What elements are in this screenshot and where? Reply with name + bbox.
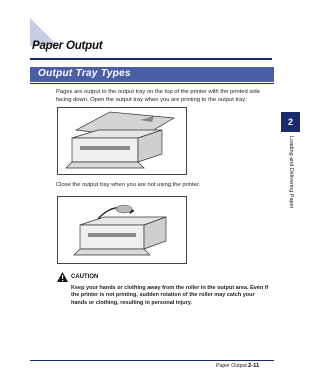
- printer-open-tray-illustration: [57, 107, 187, 175]
- footer-section-label: Paper Output: [216, 363, 247, 369]
- section-rule: [30, 83, 274, 84]
- title-rule: [30, 58, 272, 60]
- printer-close-tray-illustration: [57, 196, 187, 264]
- section-title: Output Tray Types: [38, 68, 131, 79]
- page-title: Paper Output: [32, 40, 103, 52]
- section-banner: [30, 67, 274, 82]
- close-tray-note: Close the output tray when you are not using the printer.: [56, 182, 201, 188]
- chapter-title: Loading and Delivering Paper: [288, 136, 294, 209]
- chapter-side-label: [286, 136, 296, 256]
- chapter-number-tab: 2: [281, 112, 300, 132]
- caution-label: CAUTION: [71, 274, 99, 280]
- caution-text: Keep your hands or clothing away from the roller in the output area. Even if the printer is not printing, sudden rotation of the roller may catch your hands or clothing, resulting in personal injury.: [71, 285, 269, 306]
- intro-paragraph: Pages are output to the output tray on the top of the printer with the printed side facing down. Open the output tray when you are printing to the output tray.: [56, 89, 260, 103]
- page-number: 2-11: [248, 363, 260, 369]
- footer-rule: [30, 360, 274, 361]
- warning-icon: [57, 272, 68, 282]
